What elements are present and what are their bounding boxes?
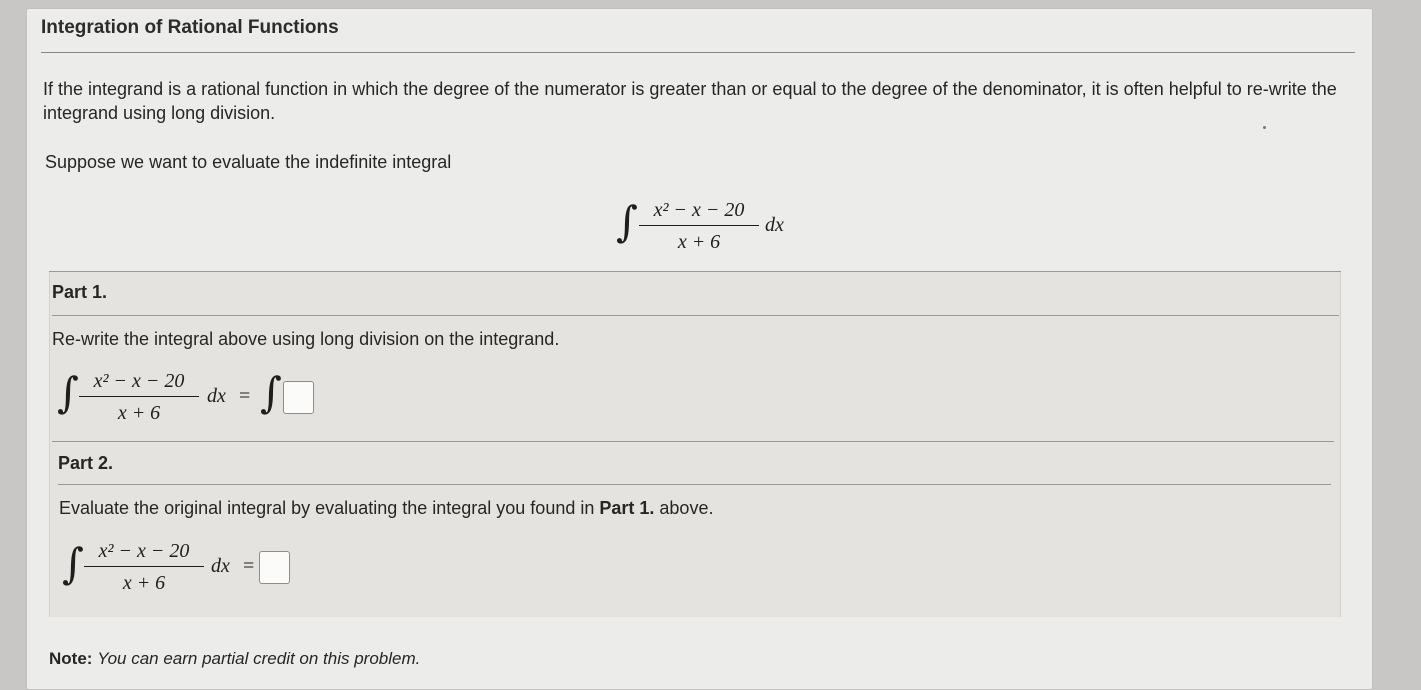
note-label: Note: — [49, 649, 93, 668]
intro-paragraph: If the integrand is a rational function in which the degree of the numerator is greater than or equal to the degree of the denominator, it is often helpful to re-write the integrand using long division. — [43, 79, 1337, 123]
fraction-denominator: x + 6 — [677, 231, 721, 253]
part2-instruction-prefix: Evaluate the original integral by evaluating the integral you found in — [59, 498, 600, 518]
fraction-denominator: x + 6 — [117, 402, 161, 424]
part2-fraction — [84, 540, 204, 594]
fraction-bar — [84, 566, 204, 567]
part2-title: Part 2. — [58, 453, 114, 473]
part1-instruction: Re-write the integral above using long division on the integrand. — [52, 329, 560, 349]
main-fraction — [639, 199, 759, 253]
part-divider — [52, 441, 1334, 442]
part2-answer-input[interactable] — [259, 551, 290, 584]
stray-dot — [1263, 126, 1266, 129]
part1-fraction — [79, 370, 199, 424]
fraction-denominator: x + 6 — [122, 572, 166, 594]
part2-instruction-suffix: above. — [654, 498, 714, 518]
differential: dx — [211, 555, 230, 577]
equals-sign: = — [243, 555, 255, 577]
integral-sign: ∫ — [57, 368, 79, 417]
part1-title: Part 1. — [52, 282, 108, 302]
part2-instruction-bold: Part 1. — [599, 498, 655, 518]
part1-divider — [52, 315, 1339, 316]
differential: dx — [765, 214, 784, 236]
fraction-bar — [79, 396, 199, 397]
fraction-bar — [639, 225, 759, 226]
fraction-numerator: x² − x − 20 — [93, 370, 185, 392]
suppose-paragraph: Suppose we want to evaluate the indefinite integral — [45, 152, 452, 172]
part2-divider — [58, 484, 1331, 485]
fraction-numerator: x² − x − 20 — [98, 540, 190, 562]
integral-sign: ∫ — [616, 197, 638, 246]
differential: dx — [207, 385, 226, 407]
integral-sign: ∫ — [62, 539, 84, 588]
equals-sign: = — [239, 385, 251, 407]
part2-instruction — [59, 496, 713, 520]
problem-panel — [26, 8, 1373, 690]
fraction-numerator: x² − x − 20 — [653, 199, 745, 221]
note-text: You can earn partial credit on this problem. — [97, 649, 421, 668]
part1-answer-input[interactable] — [283, 381, 314, 414]
note — [49, 649, 420, 669]
problem-title: Integration of Rational Functions — [41, 17, 339, 38]
title-divider — [41, 52, 1355, 53]
integral-sign: ∫ — [260, 368, 282, 417]
